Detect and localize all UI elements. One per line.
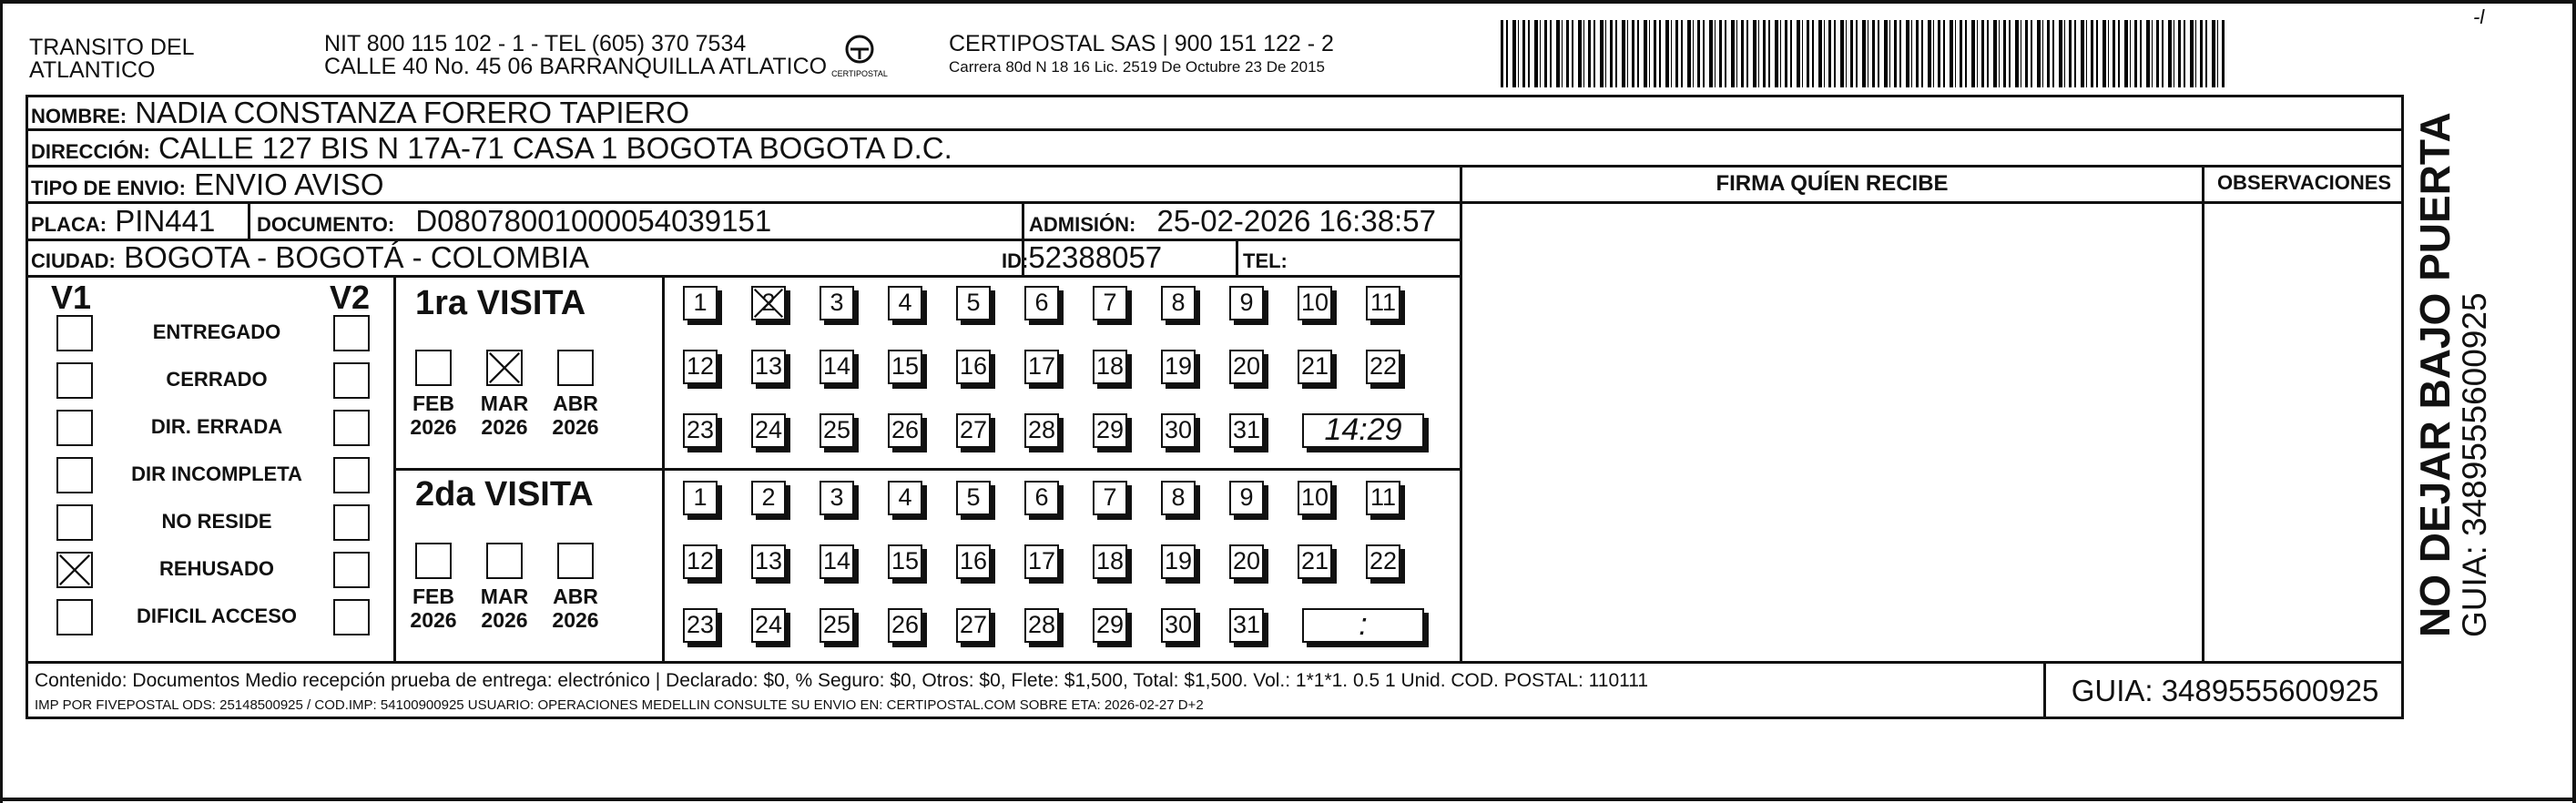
v1-label: V1 — [51, 279, 92, 316]
day-box[interactable]: 12 — [683, 544, 718, 579]
status-label: DIR. ERRADA — [150, 415, 283, 438]
day-box[interactable]: 10 — [1298, 481, 1332, 515]
document-value: D08078001000054039151 — [415, 204, 772, 238]
v2-checkbox-2[interactable] — [333, 410, 370, 446]
status-label: REHUSADO — [159, 557, 274, 580]
day-box[interactable]: 29 — [1093, 413, 1127, 448]
observations-label: OBSERVACIONES — [2216, 171, 2392, 194]
day-box[interactable]: 10 — [1298, 286, 1332, 320]
status-label: NO RESIDE — [161, 510, 272, 533]
company-line1: TRANSITO DEL — [29, 35, 195, 60]
day-box[interactable]: 11 — [1366, 481, 1400, 515]
v1-checkbox-0[interactable] — [56, 315, 93, 351]
address-row — [31, 132, 952, 168]
ship-type: ENVIO AVISO — [194, 168, 384, 201]
day-box[interactable]: 13 — [751, 350, 786, 384]
month-label: ABR 2026 — [552, 391, 599, 439]
day-box[interactable]: 25 — [820, 608, 854, 643]
day-box[interactable]: 27 — [956, 608, 991, 643]
day-box[interactable]: 31 — [1229, 413, 1264, 448]
document-field — [257, 205, 771, 241]
day-box[interactable]: 5 — [956, 481, 991, 515]
month-label: FEB 2026 — [410, 584, 457, 632]
signature-label: FIRMA QUÍEN RECIBE — [1716, 171, 1949, 196]
day-box[interactable]: 22 — [1366, 350, 1400, 384]
time-box[interactable]: : — [1302, 608, 1424, 643]
side-warning: NO DEJAR BAJO PUERTA — [2411, 112, 2459, 637]
day-box[interactable]: 3 — [820, 286, 854, 320]
imp-line: IMP POR FIVEPOSTAL ODS: 25148500925 / COD.IMP: 54100900925 USUARIO: OPERACIONES MEDELLIN CONSULTE SU ENVIO EN: CERTIPOSTAL.COM SOBRE ETA: 2026-02-27 D+2 — [35, 697, 1204, 713]
courier-line2: Carrera 80d N 18 16 Lic. 2519 De Octubre 23 De 2015 — [949, 58, 1325, 76]
courier-logo-icon — [830, 29, 889, 87]
month-checkbox-feb[interactable] — [415, 543, 452, 579]
city-value: BOGOTA - BOGOTÁ - COLOMBIA — [124, 240, 590, 274]
day-box[interactable]: 19 — [1161, 350, 1196, 384]
day-box[interactable]: 9 — [1229, 481, 1264, 515]
name-row — [31, 97, 689, 133]
day-box[interactable]: 8 — [1161, 286, 1196, 320]
plate-value: PIN441 — [115, 204, 216, 238]
day-box[interactable]: 26 — [888, 608, 922, 643]
day-box[interactable]: 7 — [1093, 286, 1127, 320]
courier-line1: CERTIPOSTAL SAS | 900 151 122 - 2 — [949, 31, 1334, 56]
day-box[interactable]: 6 — [1024, 286, 1059, 320]
id-value: 52388057 — [1028, 240, 1163, 274]
admission-label: ADMISIÓN: — [1029, 213, 1136, 236]
document-label: DOCUMENTO: — [257, 213, 395, 236]
day-box[interactable]: 30 — [1161, 608, 1196, 643]
day-box[interactable]: 28 — [1024, 413, 1059, 448]
time-box[interactable]: 14:29 — [1302, 413, 1424, 448]
day-box[interactable]: 2 — [751, 286, 786, 320]
side-guide: GUIA: 3489555600925 — [2456, 292, 2493, 637]
right-border — [2572, 0, 2576, 803]
status-label: ENTREGADO — [152, 320, 281, 343]
day-box[interactable]: 14 — [820, 350, 854, 384]
courier-logo — [830, 29, 889, 87]
day-box[interactable]: 5 — [956, 286, 991, 320]
tel-label: TEL: — [1243, 249, 1288, 272]
ship-type-label: TIPO DE ENVIO: — [31, 177, 186, 199]
day-box[interactable]: 23 — [683, 608, 718, 643]
day-box[interactable]: 7 — [1093, 481, 1127, 515]
day-box[interactable]: 1 — [683, 481, 718, 515]
tel-field — [1243, 241, 1288, 278]
corner-mark: -l — [2473, 5, 2485, 28]
address-label: DIRECCIÓN: — [31, 140, 150, 163]
v1-checkbox-1[interactable] — [56, 362, 93, 399]
day-box[interactable]: 27 — [956, 413, 991, 448]
x-mark-icon — [488, 351, 521, 384]
month-label: MAR 2026 — [480, 391, 529, 439]
month-checkbox-mar[interactable] — [486, 543, 523, 579]
day-box[interactable]: 29 — [1093, 608, 1127, 643]
day-box[interactable]: 14 — [820, 544, 854, 579]
day-box[interactable]: 31 — [1229, 608, 1264, 643]
day-box[interactable]: 9 — [1229, 286, 1264, 320]
day-box[interactable]: 18 — [1093, 350, 1127, 384]
observations-area[interactable] — [2204, 204, 2404, 661]
plate-label: PLACA: — [31, 213, 107, 236]
day-box[interactable]: 21 — [1298, 544, 1332, 579]
plate-field — [31, 205, 215, 241]
day-box[interactable]: 15 — [888, 350, 922, 384]
day-box[interactable]: 20 — [1229, 544, 1264, 579]
company-address: CALLE 40 No. 45 06 BARRANQUILLA ATLATICO — [324, 54, 828, 79]
admission-value: 25-02-2026 16:38:57 — [1156, 204, 1436, 238]
visit2-title: 2da VISITA — [415, 475, 594, 513]
day-box[interactable]: 13 — [751, 544, 786, 579]
day-box[interactable]: 8 — [1161, 481, 1196, 515]
day-box[interactable]: 23 — [683, 413, 718, 448]
svg-text:CERTIPOSTAL: CERTIPOSTAL — [831, 69, 888, 78]
id-field — [1002, 241, 1162, 278]
v2-label: V2 — [330, 279, 371, 316]
v2-checkbox-6[interactable] — [333, 599, 370, 635]
day-box[interactable]: 22 — [1366, 544, 1400, 579]
company-contact — [324, 33, 827, 78]
v1-checkbox-6[interactable] — [56, 599, 93, 635]
v1-checkbox-3[interactable] — [56, 457, 93, 493]
name-label: NOMBRE: — [31, 105, 127, 127]
company-name — [29, 36, 195, 82]
left-border — [0, 0, 3, 803]
month-label: ABR 2026 — [552, 584, 599, 632]
day-box[interactable]: 4 — [888, 286, 922, 320]
nit-line: NIT 800 115 102 - 1 - TEL (605) 370 7534 — [324, 31, 747, 56]
v2-checkbox-0[interactable] — [333, 315, 370, 351]
day-box[interactable]: 11 — [1366, 286, 1400, 320]
month-checkbox-feb[interactable] — [415, 350, 452, 386]
day-box[interactable]: 18 — [1093, 544, 1127, 579]
month-checkbox-abr[interactable] — [557, 350, 594, 386]
day-box[interactable]: 12 — [683, 350, 718, 384]
recipient-address: CALLE 127 BIS N 17A-71 CASA 1 BOGOTA BOGOTA D.C. — [158, 131, 952, 165]
day-box[interactable]: 17 — [1024, 350, 1059, 384]
v2-checkbox-4[interactable] — [333, 504, 370, 541]
v1-checkbox-2[interactable] — [56, 410, 93, 446]
v2-checkbox-3[interactable] — [333, 457, 370, 493]
day-box[interactable]: 21 — [1298, 350, 1332, 384]
month-label: MAR 2026 — [480, 584, 529, 632]
recipient-name: NADIA CONSTANZA FORERO TAPIERO — [135, 96, 690, 129]
day-box[interactable]: 6 — [1024, 481, 1059, 515]
month-checkbox-mar[interactable] — [486, 350, 523, 386]
day-box[interactable]: 24 — [751, 608, 786, 643]
city-field — [31, 241, 589, 278]
day-box[interactable]: 25 — [820, 413, 854, 448]
v2-checkbox-1[interactable] — [333, 362, 370, 399]
city-label: CIUDAD: — [31, 249, 116, 272]
visit1-title: 1ra VISITA — [415, 284, 586, 322]
status-label: DIR INCOMPLETA — [131, 462, 302, 485]
v2-checkbox-5[interactable] — [333, 552, 370, 588]
month-checkbox-abr[interactable] — [557, 543, 594, 579]
day-box[interactable]: 15 — [888, 544, 922, 579]
month-label: FEB 2026 — [410, 391, 457, 439]
day-box[interactable]: 16 — [956, 350, 991, 384]
courier-info — [949, 33, 1334, 78]
status-label: DIFICIL ACCESO — [136, 605, 297, 627]
day-box[interactable]: 24 — [751, 413, 786, 448]
content-line: Contenido: Documentos Medio recepción prueba de entrega: electrónico | Declarado: $0, % Seguro: $0, Otros: $0, Flete: $1,500, Total: $1,500. Vol.: 1*1*1. 0.5 1 Unid. COD. POSTAL: 110111 — [35, 670, 1649, 691]
v1-checkbox-4[interactable] — [56, 504, 93, 541]
day-box[interactable]: 2 — [751, 481, 786, 515]
day-box[interactable]: 20 — [1229, 350, 1264, 384]
company-line2: ATLANTICO — [29, 57, 156, 83]
side-label — [2413, 112, 2493, 637]
signature-area[interactable] — [1462, 204, 2202, 661]
admission-field — [1029, 205, 1436, 241]
day-box[interactable]: 1 — [683, 286, 718, 320]
day-box[interactable]: 30 — [1161, 413, 1196, 448]
guide-box: GUIA: 3489555600925 — [2071, 674, 2379, 707]
barcode — [1501, 20, 2226, 87]
status-label: CERRADO — [166, 368, 268, 391]
bottom-border — [0, 798, 2576, 801]
day-box[interactable]: 28 — [1024, 608, 1059, 643]
day-box[interactable]: 19 — [1161, 544, 1196, 579]
ship-type-row — [31, 168, 384, 205]
day-box[interactable]: 3 — [820, 481, 854, 515]
v1-checkbox-5[interactable] — [56, 552, 93, 588]
x-mark-icon — [58, 554, 91, 586]
day-box[interactable]: 26 — [888, 413, 922, 448]
day-box[interactable]: 17 — [1024, 544, 1059, 579]
day-box[interactable]: 4 — [888, 481, 922, 515]
day-box[interactable]: 16 — [956, 544, 991, 579]
id-label: ID: — [1002, 249, 1029, 272]
top-border — [0, 0, 2576, 4]
